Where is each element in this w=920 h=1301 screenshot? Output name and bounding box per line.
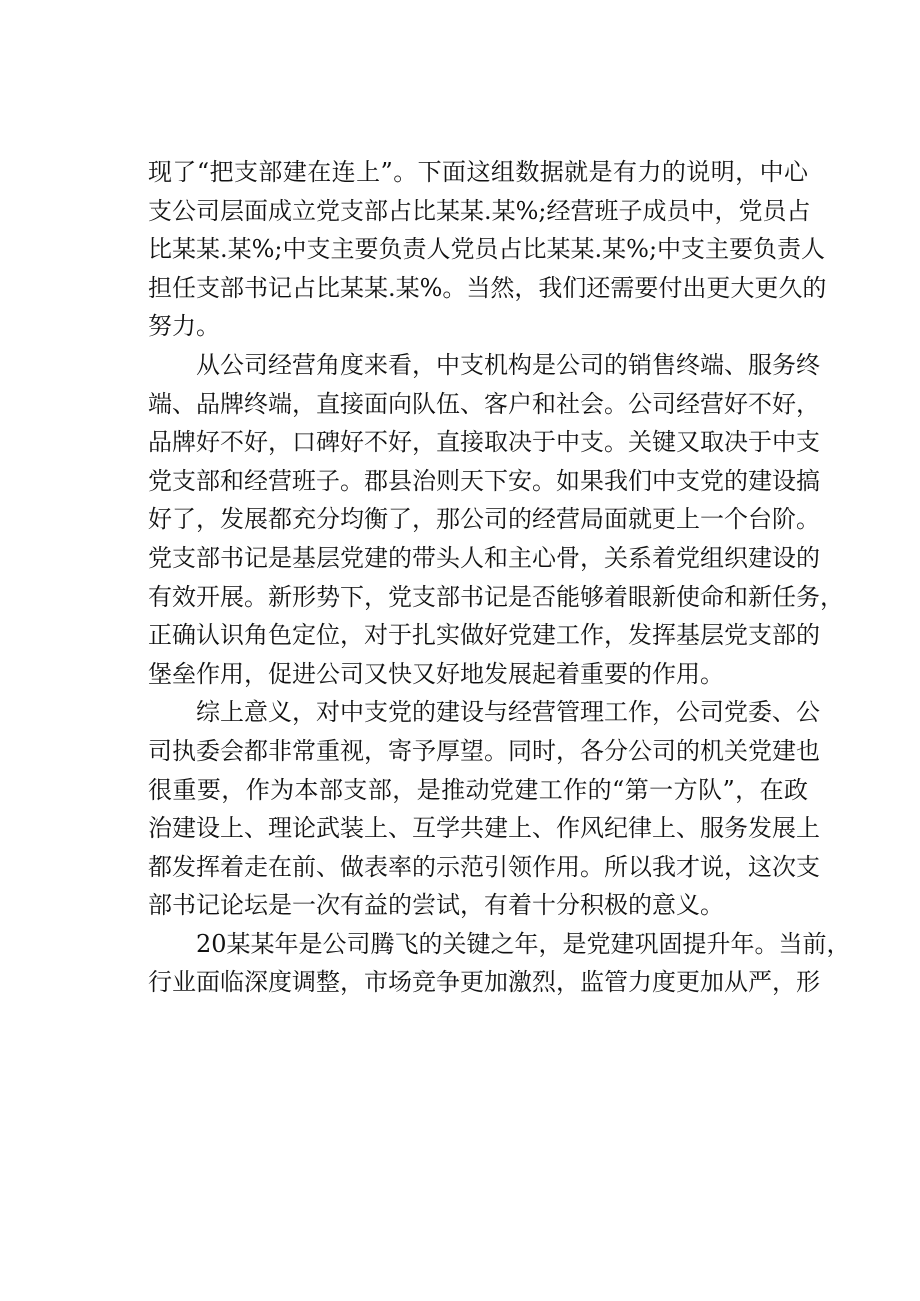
paragraph-2-line-3: 品牌好不好，口碑好不好，直接取决于中支。关键又取决于中支 bbox=[148, 428, 820, 457]
document-body bbox=[148, 153, 851, 1002]
paragraph-2-line-8: 正确认识角色定位，对于扎实做好党建工作，发挥基层党支部的 bbox=[148, 621, 820, 650]
paragraph-2-line-4: 党支部和经营班子。郡县治则天下安。如果我们中支党的建设搞 bbox=[148, 466, 820, 495]
paragraph-3-line-2: 司执委会都非常重视，寄予厚望。同时，各分公司的机关党建也 bbox=[148, 736, 820, 765]
paragraph-3-line-3: 很重要，作为本部支部，是推动党建工作的“第一方队”，在政 bbox=[148, 775, 808, 804]
paragraph-3-line-1: 综上意义，对中支党的建设与经营管理工作，公司党委、公 bbox=[148, 698, 820, 727]
paragraph-3-line-6: 部书记论坛是一次有益的尝试，有着十分积极的意义。 bbox=[148, 891, 724, 920]
paragraph-3-line-4: 治建设上、理论武装上、互学共建上、作风纪律上、服务发展上 bbox=[148, 814, 820, 843]
paragraph-2-line-1: 从公司经营角度来看，中支机构是公司的销售终端、服务终 bbox=[148, 350, 820, 379]
paragraph-4-line-2: 行业面临深度调整，市场竞争更加激烈，监管力度更加从严，形 bbox=[148, 968, 820, 997]
paragraph-1-line-5: 努力。 bbox=[148, 312, 220, 341]
paragraph-2-line-2: 端、品牌终端，直接面向队伍、客户和社会。公司经营好不好， bbox=[148, 389, 820, 418]
paragraph-1-line-2: 支公司层面成立党支部占比某某.某%;经营班子成员中，党员占 bbox=[148, 196, 811, 225]
paragraph-2-line-6: 党支部书记是基层党建的带头人和主心骨，关系着党组织建设的 bbox=[148, 543, 820, 572]
paragraph-4-line-1: 20某某年是公司腾飞的关键之年，是党建巩固提升年。当前， bbox=[148, 929, 851, 958]
paragraph-3-line-5: 都发挥着走在前、做表率的示范引领作用。所以我才说，这次支 bbox=[148, 852, 820, 881]
paragraph-1-line-3: 比某某.某%;中支主要负责人党员占比某某.某%;中支主要负责人 bbox=[148, 235, 826, 264]
paragraph-1-line-1: 现了“把支部建在连上”。下面这组数据就是有力的说明，中心 bbox=[148, 158, 808, 186]
paragraph-1-line-4: 担任支部书记占比某某.某%。当然，我们还需要付出更大更久的 bbox=[148, 273, 827, 302]
paragraph-2-line-5: 好了，发展都充分均衡了，那公司的经营局面就更上一个台阶。 bbox=[148, 505, 820, 534]
paragraph-2-line-7: 有效开展。新形势下，党支部书记是否能够着眼新使命和新任务， bbox=[148, 582, 844, 611]
paragraph-2-line-9: 堡垒作用，促进公司又快又好地发展起着重要的作用。 bbox=[148, 659, 724, 688]
